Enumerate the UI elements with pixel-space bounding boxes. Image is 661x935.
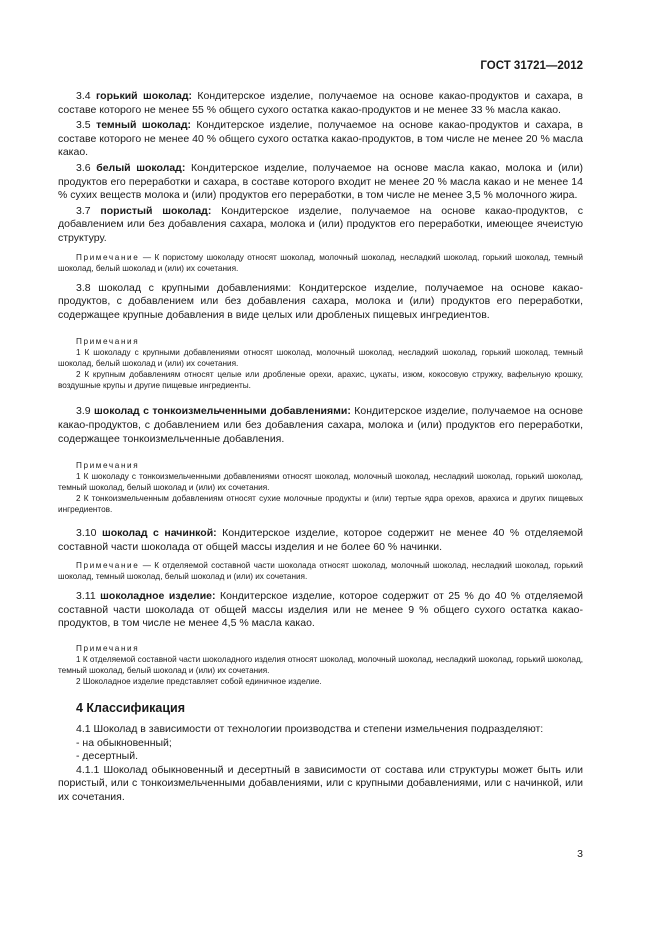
clause-3-9	[58, 405, 583, 446]
classification-list	[58, 737, 583, 764]
list-item: - десертный.	[76, 750, 139, 763]
note-text: — К пористому шоколаду относят шоколад, молочный шоколад, несладкий шоколад, горький шоколад, темный шоколад, белый шоколад и (или) их сочетания.	[58, 252, 583, 273]
note-label: Примечание	[76, 252, 140, 262]
note-text: — К отделяемой составной части шоколада относят шоколад, молочный шоколад, несладкий шоколад, горький шоколад, темный шоколад, белый шоколад и (или) их сочетания.	[58, 561, 583, 582]
notes-3-9	[58, 460, 583, 515]
clause-4-1: 4.1 Шоколад в зависимости от технологии производства и степени измельчения подразделяют:	[76, 723, 544, 736]
note-item: 2 Шоколадное изделие представляет собой единичное изделие.	[76, 677, 322, 687]
clause-number: 3.10	[76, 527, 97, 540]
clause-3-7	[58, 205, 583, 246]
list-item: - на обыкновенный;	[76, 736, 172, 749]
note-3-10	[58, 560, 583, 582]
note-item: 1 К шоколаду с крупными добавлениями относят шоколад, молочный шоколад, несладкий шоколад, горький шоколад, темный шоколад, белый шоколад и (или) их сочетания.	[58, 348, 583, 369]
clause-number: 3.4	[76, 90, 91, 102]
term: темный шоколад:	[96, 119, 191, 132]
definition: Кондитерское изделие, которое содержит от 25 % до 40 % отделяемой составной части шоколада от общей массы изделия или не менее 9 % общего сухого остатка какао-продуктов, в том числе не менее 4,5 % масла какао.	[58, 590, 584, 630]
definition: Кондитерское изделие, получаемое на основе какао-продуктов и сахара, в составе которого не менее 55 % общего сухого остатка какао-продуктов и не менее 33 % масла какао.	[58, 90, 583, 116]
page-content	[58, 90, 583, 805]
notes-label: Примечания	[76, 644, 140, 654]
notes-label: Примечания	[76, 337, 140, 347]
clause-3-4	[58, 90, 583, 117]
notes-label: Примечания	[76, 461, 140, 471]
term: шоколад с начинкой:	[101, 527, 217, 540]
definition: Кондитерское изделие, получаемое на основе какао-продуктов и сахара, в составе которого не менее 40 % общего сухого остатка какао-продуктов, в том числе не менее 20 % масла какао.	[58, 119, 583, 159]
definition: Кондитерское изделие, которое содержит не менее 40 % отделяемой составной части шоколада от общей массы изделия и не более 60 % начинки.	[58, 527, 583, 553]
clause-3-11	[58, 590, 583, 631]
clause-3-8	[58, 282, 583, 323]
note-item: 1 К шоколаду с тонкоизмельченными добавлениями относят шоколад, молочный шоколад, несладкий шоколад, горький шоколад, темный шоколад, белый шоколад и (или) их сочетания.	[58, 472, 583, 493]
clause-number: 3.6	[76, 161, 91, 174]
term: шоколад с тонкоизмельченными добавлениями:	[94, 405, 351, 418]
clause-3-5	[58, 119, 583, 160]
definition: Кондитерское изделие, получаемое на основе какао-продуктов, с добавлением или без добавления сахара, молока и (или) продуктов его переработки, содержащее тонкоизмельченные добавления.	[58, 405, 583, 445]
clause-number: 3.7	[76, 204, 91, 217]
note-3-7	[58, 252, 583, 274]
clause-number: 3.5	[76, 119, 91, 132]
document-code: ГОСТ 31721—2012	[480, 60, 583, 72]
clause-number: 3.11	[76, 590, 96, 603]
notes-3-11	[58, 643, 583, 687]
note-item: 2 К крупным добавлениям относят целые или дробленые орехи, арахис, цукаты, изюм, кокосовую стружку, вафельную крошку, воздушные крупы и другие пищевые ингредиенты.	[58, 370, 583, 391]
clause-3-10	[58, 527, 583, 554]
definition: Кондитерское изделие, получаемое на основе какао-продуктов, с добавлением или без добавления сахара, молока и (или) продуктов его переработки, имеющее ячеистую структуру.	[58, 204, 583, 244]
notes-3-8	[58, 336, 583, 391]
term: горький шоколад:	[95, 90, 193, 102]
term: шоколадное изделие:	[100, 590, 216, 603]
definition: Кондитерское изделие, получаемое на основе масла какао, молока и (или) продуктов его переработки и сахара, в составе которого входит не менее 20 % масла какао и не менее 14 % сухих веществ молока и (или) продуктов его переработки, в том числе не менее 3,5 % молочного жира.	[58, 161, 584, 202]
note-label: Примечание	[76, 561, 140, 571]
clause-3-6	[58, 162, 583, 203]
term: пористый шоколад:	[100, 204, 212, 217]
note-item: 2 К тонкоизмельченным добавлениям относят сухие молочные продукты и (или) тертые ядра орехов, арахиса и других пищевых ингредиентов.	[58, 494, 583, 515]
section-heading: 4 Классификация	[76, 701, 186, 716]
clause-4-1-1: 4.1.1 Шоколад обыкновенный и десертный в зависимости от состава или структуры может быть или пористый, или с тонкоизмельченными добавлениями, или с крупными добавлениями, или с начинкой, или их сочетания.	[58, 763, 583, 804]
term: белый шоколад:	[96, 161, 186, 174]
note-item: 1 К отделяемой составной части шоколадного изделия относят шоколад, молочный шоколад, несладкий шоколад, горький шоколад, темный шоколад, белый шоколад и (или) их сочетания.	[58, 655, 583, 676]
clause-number: 3.8	[76, 281, 91, 294]
definition: шоколад с крупными добавлениями: Кондитерское изделие, получаемое на основе какао-продуктов, с добавлением или без добавления сахара, молока и (или) продуктов его переработки, содержащее крупные добавления в виде целых или дробленых пищевых ингредиентов.	[58, 281, 583, 321]
clause-number: 3.9	[76, 405, 91, 418]
page-number: 3	[577, 848, 583, 860]
